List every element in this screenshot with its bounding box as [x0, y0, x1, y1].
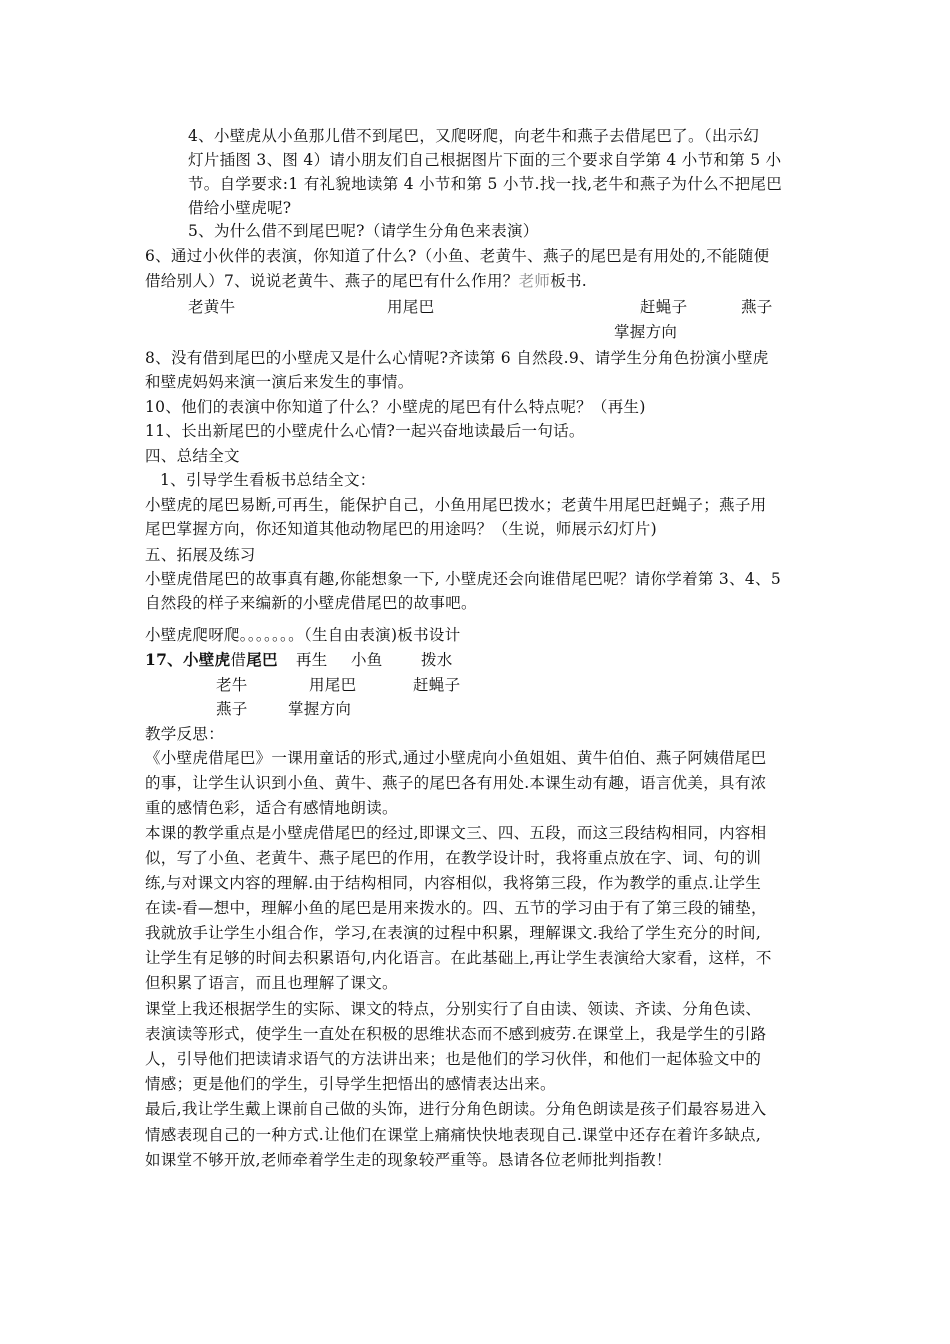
text-line: 我就放手让学生小组合作，学习,在表演的过程中积累，理解课文.我给了学生充分的时间,	[145, 924, 762, 942]
text-line: 课堂上我还根据学生的实际、课文的特点，分别实行了自由读、领读、齐读、分角色读、	[145, 1000, 762, 1018]
text-line: 练,与对课文内容的理解.由于结构相同，内容相似，我将第三段，作为教学的重点.让学生	[145, 874, 762, 892]
board-word: 用尾巴	[309, 676, 357, 694]
text-line: 让学生有足够的时间去积累语句,内化语言。在此基础上,再让学生表演给大家看，这样，不	[145, 949, 772, 967]
board-title	[145, 649, 278, 671]
text-line: 如课堂不够开放,老师牵着学生走的现象较严重等。恳请各位老师批判指教！	[145, 1151, 672, 1169]
text-line: 本课的教学重点是小壁虎借尾巴的经过,即课文三、四、五段，而这三段结构相同，内容相	[145, 824, 767, 842]
text-line: 自然段的样子来编新的小壁虎借尾巴的故事吧。	[145, 594, 477, 612]
table1-cell: 赶蝇子	[640, 298, 688, 316]
text-line: 5、为什么借不到尾巴呢?（请学生分角色来表演）	[188, 222, 539, 240]
table1-cell: 掌握方向	[614, 323, 678, 341]
text-line: 但积累了语言，而且也理解了课文。	[145, 974, 398, 992]
text-line: 在读-看—想中，理解小鱼的尾巴是用来拨水的。四、五节的学习由于有了第三段的铺垫，	[145, 899, 767, 917]
section-heading: 五、拓展及练习	[145, 546, 256, 564]
board-num: 17、	[145, 650, 183, 669]
table1-cell: 老黄牛	[188, 298, 236, 316]
text-line: 重的感情色彩，适合有感情地朗读。	[145, 799, 398, 817]
text-line: 《小壁虎借尾巴》一课用童话的形式,通过小壁虎向小鱼姐姐、黄牛伯伯、燕子阿姨借尾巴	[145, 749, 767, 767]
text-line: 表演读等形式，使学生一直处在积极的思维状态而不感到疲劳.在课堂上，我是学生的引路	[145, 1025, 767, 1043]
teacher-grey-text: 老师	[518, 272, 551, 290]
text-span: 借给别人）7、说说老黄牛、燕子的尾巴有什么作用？	[145, 272, 519, 290]
text-line: 小壁虎爬呀爬。。。。。。。（生自由表演)板书设计	[145, 626, 461, 644]
section-heading: 四、总结全文	[145, 447, 240, 465]
text-line: 尾巴掌握方向，你还知道其他动物尾巴的用途吗？（生说，师展示幻灯片)	[145, 520, 657, 538]
text-line: 8、没有借到尾巴的小壁虎又是什么心情呢?齐读第 6 自然段.9、请学生分角色扮演小壁虎	[145, 349, 769, 367]
text-line: 似，写了小鱼、老黄牛、燕子尾巴的作用，在教学设计时，我将重点放在字、词、句的训	[145, 849, 762, 867]
text-line: 1、引导学生看板书总结全文：	[160, 471, 376, 489]
section-heading: 教学反思：	[145, 725, 225, 743]
text-line: 小壁虎借尾巴的故事真有趣,你能想象一下, 小壁虎还会向谁借尾巴呢？请你学着第 3、4、5	[145, 570, 781, 588]
text-line: 的事，让学生认识到小鱼、黄牛、燕子的尾巴各有用处.本课生动有趣，语言优美，具有浓	[145, 774, 767, 792]
board-title-b: 借	[230, 651, 247, 669]
board-word: 掌握方向	[288, 700, 352, 718]
board-word: 拨水	[421, 651, 453, 669]
text-line: 6、通过小伙伴的表演，你知道了什么?（小鱼、老黄牛、燕子的尾巴是有用处的,不能随便	[145, 247, 770, 265]
text-line: 人，引导他们把读请求语气的方法讲出来；也是他们的学习伙伴，和他们一起体验文中的	[145, 1050, 762, 1068]
board-word: 老牛	[216, 676, 248, 694]
text-line	[145, 270, 587, 292]
board-word: 再生	[296, 651, 328, 669]
text-line: 小壁虎的尾巴易断,可再生，能保护自己，小鱼用尾巴拨水；老黄牛用尾巴赶蝇子；燕子用	[145, 496, 767, 514]
board-word: 小鱼	[351, 651, 383, 669]
text-line: 4、小壁虎从小鱼那儿借不到尾巴，又爬呀爬，向老牛和燕子去借尾巴了。（出示幻	[188, 127, 760, 145]
table1-cell: 燕子	[741, 298, 773, 316]
text-line: 最后,我让学生戴上课前自己做的头饰，进行分角色朗读。分角色朗读是孩子们最容易进入	[145, 1100, 767, 1118]
board-suffix: 板书.	[550, 272, 588, 290]
text-line: 节。自学要求:1 有礼貌地读第 4 小节和第 5 小节.找一找,老牛和燕子为什么不把尾巴	[188, 175, 782, 193]
board-title-c: 尾巴	[246, 650, 278, 669]
text-line: 11、长出新尾巴的小壁虎什么心情?一起兴奋地读最后一句话。	[145, 422, 585, 440]
text-line: 10、他们的表演中你知道了什么？小壁虎的尾巴有什么特点呢？（再生)	[145, 398, 646, 416]
table1-cell: 用尾巴	[387, 298, 435, 316]
board-word: 燕子	[216, 700, 248, 718]
text-line: 灯片插图 3、图 4）请小朋友们自己根据图片下面的三个要求自学第 4 小节和第 5 小	[188, 151, 782, 169]
board-word: 赶蝇子	[413, 676, 461, 694]
text-line: 情感表现自己的一种方式.让他们在课堂上痛痛快快地表现自己.课堂中还存在着许多缺点,	[145, 1126, 762, 1144]
text-line: 情感；更是他们的学生，引导学生把悟出的感情表达出来。	[145, 1075, 556, 1093]
text-line: 借给小壁虎呢?	[188, 199, 292, 217]
text-line: 和壁虎妈妈来演一演后来发生的事情。	[145, 373, 414, 391]
board-title-a: 小壁虎	[182, 650, 231, 669]
